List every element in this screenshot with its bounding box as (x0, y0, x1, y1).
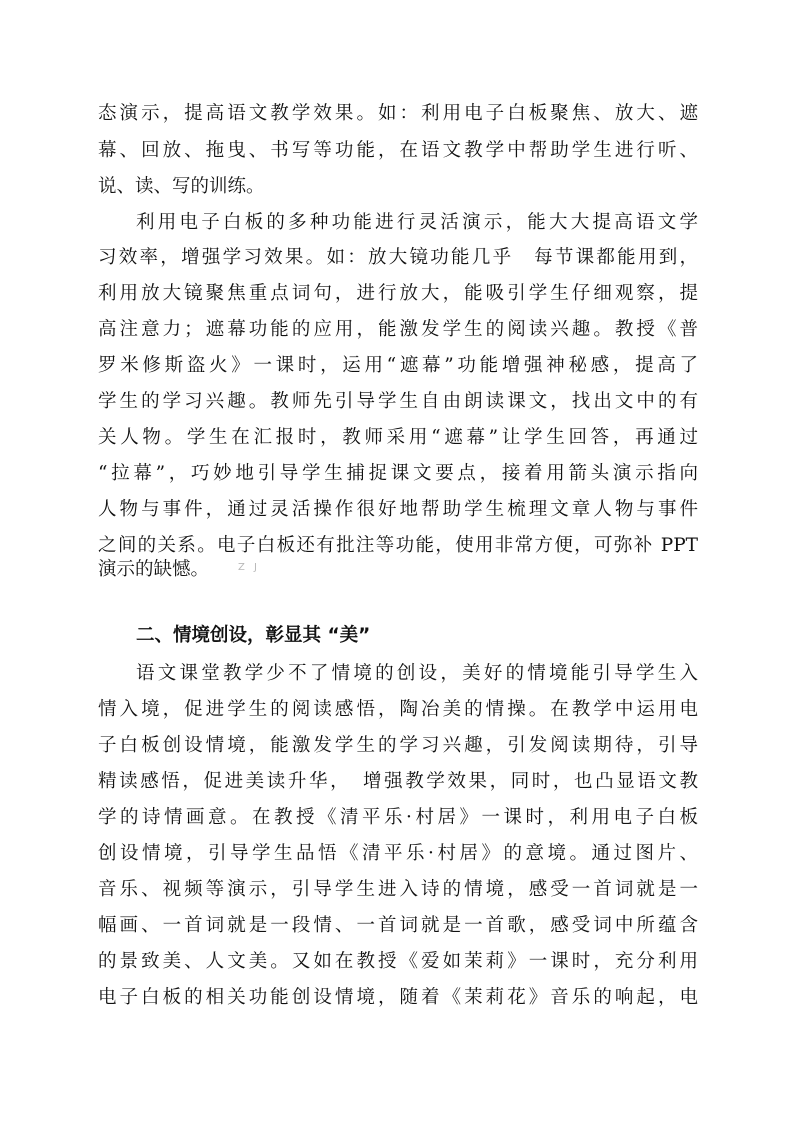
text-line: 演示的缺憾。 (98, 559, 210, 580)
text-line: 情入境，促进学生的阅读感悟，陶冶美的情操。在教学中运用电 (98, 699, 698, 720)
text-line: 语文课堂教学少不了情境的创设，美好的情境能引导学生入 (136, 663, 698, 684)
text-line: 利用放大镜聚焦重点词句，进行放大，能吸引学生仔细观察，提 (98, 283, 698, 304)
text-line: 学生的学习兴趣。教师先引导学生自由朗读课文，找出文中的有 (98, 391, 698, 412)
text-line: 习效率，增强学习效果。如：放大镜功能几乎 每节课都能用到， (98, 247, 698, 268)
text-line: 高注意力；遮幕功能的应用，能激发学生的阅读兴趣。教授《普 (98, 319, 698, 340)
text-line: 的景致美、人文美。又如在教授《爱如茉莉》一课时，充分利用 (98, 951, 698, 972)
text-line: 创设情境，引导学生品悟《清平乐·村居》的意境。通过图片、 (98, 843, 698, 864)
text-line: “拉幕”，巧妙地引导学生捕捉课文要点，接着用箭头演示指向 (98, 463, 698, 484)
text-line: 子白板创设情境，能激发学生的学习兴趣，引发阅读期待，引导 (98, 735, 698, 756)
text-line: 关人物。学生在汇报时，教师采用“遮幕”让学生回答，再通过 (98, 427, 698, 448)
text-line: 幕、回放、拖曳、书写等功能，在语文教学中帮助学生进行听、 (98, 140, 698, 161)
watermark-mark: Z J (238, 562, 260, 573)
text-line: 利用电子白板的多种功能进行灵活演示，能大大提高语文学 (136, 212, 698, 233)
text-line: 说、读、写的训练。 (98, 176, 265, 197)
text-line: 人物与事件，通过灵活操作很好地帮助学生梳理文章人物与事件 (98, 499, 698, 520)
text-line: 学的诗情画意。在教授《清平乐·村居》一课时，利用电子白板 (98, 807, 698, 828)
text-line: 电子白板的相关功能创设情境，随着《茉莉花》音乐的响起，电 (98, 987, 698, 1008)
text-line: 之间的关系。电子白板还有批注等功能，使用非常方便，可弥补 PPT (98, 535, 698, 556)
text-line: 幅画、一首词就是一段情、一首词就是一首歌，感受词中所蕴含 (98, 915, 698, 936)
text-line: 态演示，提高语文教学效果。如：利用电子白板聚焦、放大、遮 (98, 103, 698, 124)
text-line: 罗米修斯盗火》一课时，运用“遮幕”功能增强神秘感，提高了 (98, 355, 698, 376)
text-line: 精读感悟，促进美读升华， 增强教学效果，同时，也凸显语文教 (98, 771, 698, 792)
text-line: 音乐、视频等演示，引导学生进入诗的情境，感受一首词就是一 (98, 879, 698, 900)
section-heading: 二、情境创设，彰显其 “美” (136, 625, 371, 646)
